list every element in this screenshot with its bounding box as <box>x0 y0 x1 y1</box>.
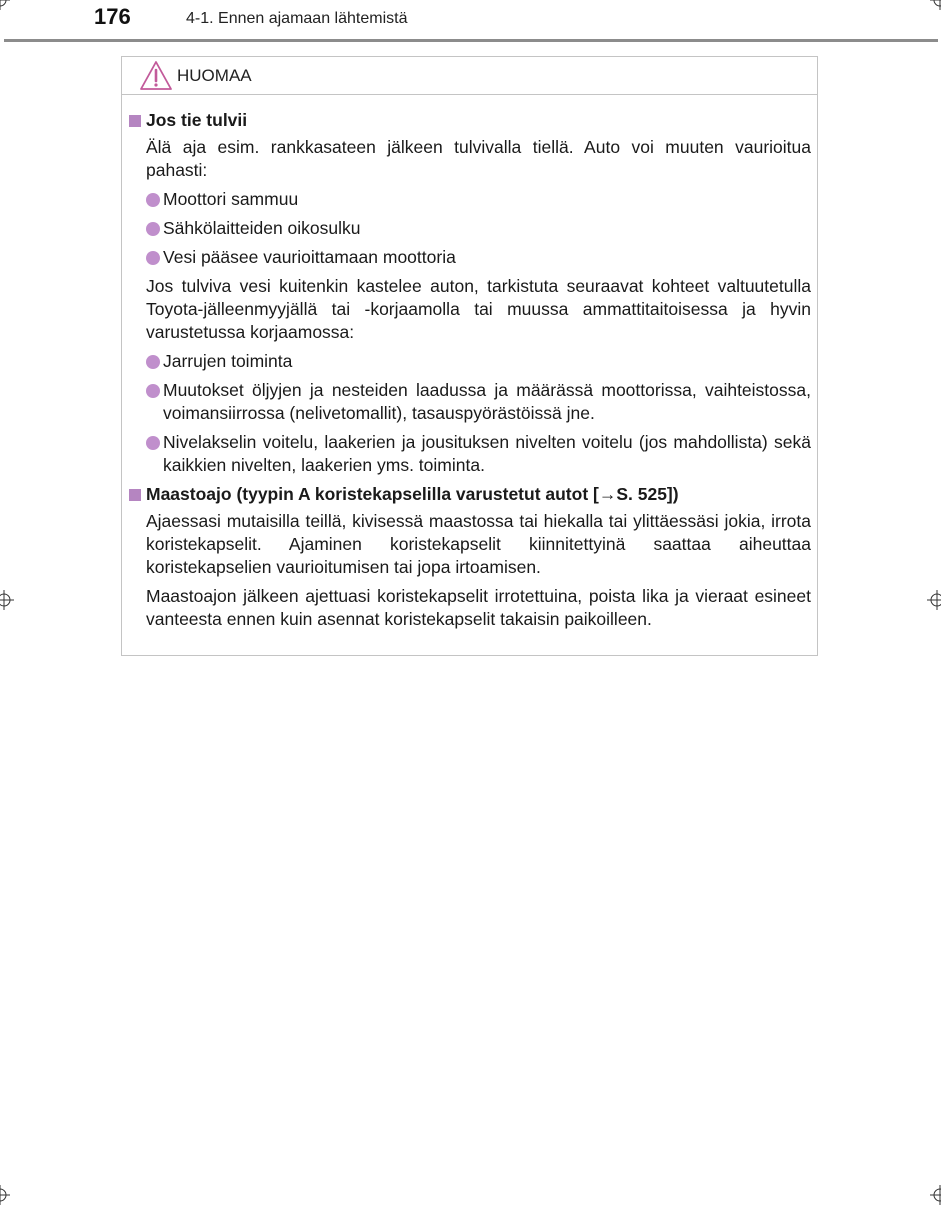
dot-bullet-icon <box>146 251 160 265</box>
flood-heading-text: Jos tie tulvii <box>146 110 248 130</box>
dot-bullet-icon <box>146 193 160 207</box>
crop-mark-icon <box>930 0 941 10</box>
square-bullet-icon <box>129 489 141 501</box>
crop-mark-icon <box>927 590 941 610</box>
check-bullet-text: Nivelakselin voitelu, laakerien ja jousituksen nivelten voitelu (jos mahdollista) sekä kaikkien nivelten, laakerien yms. toiminta. <box>163 432 811 475</box>
header-rule <box>4 39 938 42</box>
notice-header <box>122 57 817 95</box>
flood-heading <box>129 109 811 132</box>
page-number: 176 <box>94 4 131 29</box>
offroad-heading-text: Maastoajo (tyypin A koristekapselilla varustetut autot [→S. 525]) <box>146 484 679 504</box>
square-bullet-icon <box>129 115 141 127</box>
section-title: 4-1. Ennen ajamaan lähtemistä <box>186 10 408 27</box>
flood-bullet-text: Moottori sammuu <box>163 189 299 209</box>
dot-bullet-icon <box>146 355 160 369</box>
crop-mark-icon <box>930 1185 941 1205</box>
check-bullet <box>146 379 811 425</box>
check-bullet-text: Muutokset öljyjen ja nesteiden laadussa ja määrässä moottorissa, vaihteistossa, voimansiirrossa (nelivetomallit), tasauspyörästöissä jne. <box>163 380 811 423</box>
flood-intro: Älä aja esim. rankkasateen jälkeen tulvivalla tiellä. Auto voi muuten vaurioitua pahasti: <box>146 137 811 180</box>
offroad-paragraph: Maastoajon jälkeen ajettuasi koristekapselit irrotettuina, poista lika ja vieraat esineet vanteesta ennen kuin asennat koristekapselit takaisin paikoilleen. <box>146 586 811 629</box>
crop-mark-icon <box>0 0 10 10</box>
flood-followup: Jos tulviva vesi kuitenkin kastelee auton, tarkistuta seuraavat kohteet valtuutetulla Toyota-jälleenmyyjällä tai -korjaamolla tai muussa ammattitaitoisessa ja hyvin varustetussa korjaamossa: <box>146 276 811 342</box>
offroad-heading <box>129 483 811 506</box>
dot-bullet-icon <box>146 222 160 236</box>
offroad-paragraph: Ajaessasi mutaisilla teillä, kivisessä maastossa tai hiekalla tai ylittäessäsi jokia, irrota koristekapselit. Ajaminen koristekapselit kiinnitettyinä saattaa aiheuttaa koristekapselien vaurioitumisen tai jopa irtoamisen. <box>146 511 811 577</box>
dot-bullet-icon <box>146 436 160 450</box>
flood-bullet <box>146 246 811 269</box>
notice-title: HUOMAA <box>177 66 252 85</box>
flood-bullet-text: Sähkölaitteiden oikosulku <box>163 218 361 238</box>
dot-bullet-icon <box>146 384 160 398</box>
flood-bullet-text: Vesi pääsee vaurioittamaan moottoria <box>163 247 456 267</box>
check-bullet-text: Jarrujen toiminta <box>163 351 293 371</box>
check-bullet <box>146 350 811 373</box>
flood-bullet <box>146 188 811 211</box>
check-bullet <box>146 431 811 477</box>
warning-triangle-icon <box>139 60 173 91</box>
crop-mark-icon <box>0 1185 10 1205</box>
flood-bullet <box>146 217 811 240</box>
crop-mark-icon <box>0 590 14 610</box>
notice-box <box>121 56 818 656</box>
notice-body <box>129 109 811 637</box>
